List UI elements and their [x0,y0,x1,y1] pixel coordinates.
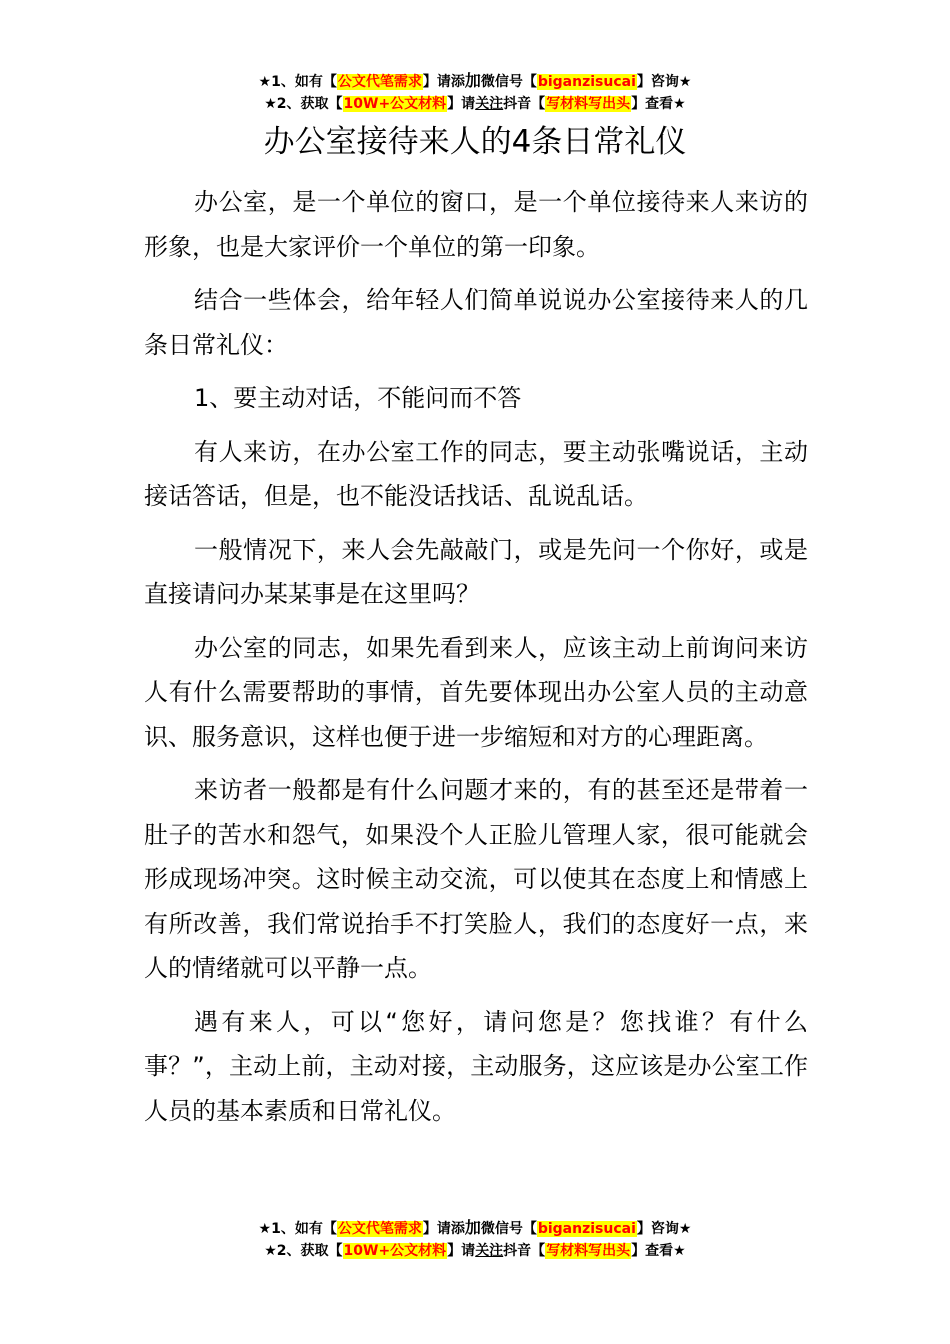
paragraph: 一般情况下，来人会先敲敲门，或是先问一个你好，或是直接请问办某某事是在这里吗？ [144,535,808,608]
promo-emphasis: 关注 [475,96,504,112]
promo-emphasis: 加 [464,1218,481,1237]
promo-highlight-wechat: biganzisucai [537,1221,636,1237]
promo-highlight-wechat: biganzisucai [537,74,636,90]
promo-text: 】查看★ [631,96,686,112]
promo-header [0,70,950,115]
promo-highlight-materials: 10W+公文材料 [343,96,447,112]
promo-text: 】请 [447,96,476,112]
promo-line-1 [0,1217,950,1240]
promo-text: ★1、如有【 [258,1221,337,1237]
promo-emphasis: 关注 [475,1243,504,1259]
promo-highlight-douyin: 写材料写出头 [546,1243,631,1259]
promo-text: ★2、获取【 [264,1243,343,1259]
promo-highlight-douyin: 写材料写出头 [546,96,631,112]
promo-text: 】咨询★ [636,1221,692,1237]
promo-line-2 [0,1240,950,1262]
paragraph: 结合一些体会，给年轻人们简单说说办公室接待来人的几条日常礼仪： [144,286,808,359]
document-title: 办公室接待来人的4条日常礼仪 [263,124,687,160]
paragraph: 遇有来人，可以“您好，请问您是？您找谁？有什么事？”，主动上前，主动对接，主动服务，这应该是办公室工作人员的基本素质和日常礼仪。 [144,1007,808,1125]
paragraph: 有人来访，在办公室工作的同志，要主动张嘴说话，主动接话答话，但是，也不能没话找话、乱说乱话。 [144,437,808,510]
promo-text: 微信号【 [480,1221,537,1237]
promo-highlight-service: 公文代笔需求 [337,1221,422,1237]
promo-text: 抖音【 [503,96,546,112]
promo-highlight-materials: 10W+公文材料 [343,1243,447,1259]
document-body [144,180,808,1142]
paragraph: 来访者一般都是有什么问题才来的，有的甚至还是带着一肚子的苦水和怨气，如果没个人正脸儿管理人家，很可能就会形成现场冲突。这时候主动交流，可以使其在态度上和情感上有所改善，我们常说抬手不打笑脸人，我们的态度好一点，来人的情绪就可以平静一点。 [144,776,808,982]
promo-text: 抖音【 [503,1243,546,1259]
promo-text: 】请 [447,1243,476,1259]
promo-line-1 [0,70,950,93]
paragraph: 办公室的同志，如果先看到来人，应该主动上前询问来访人有什么需要帮助的事情，首先要体现出办公室人员的主动意识、服务意识，这样也便于进一步缩短和对方的心理距离。 [144,633,808,751]
promo-line-2 [0,93,950,115]
promo-text: 】请添 [422,74,465,90]
paragraph: 办公室，是一个单位的窗口，是一个单位接待来人来访的形象，也是大家评价一个单位的第一印象。 [144,188,808,261]
promo-text: ★1、如有【 [258,74,337,90]
promo-text: 】请添 [422,1221,465,1237]
promo-highlight-service: 公文代笔需求 [337,74,422,90]
promo-text: 】查看★ [631,1243,686,1259]
promo-emphasis: 加 [464,71,481,90]
section-heading: 1、要主动对话，不能问而不答 [194,384,522,412]
promo-text: 微信号【 [480,74,537,90]
promo-text: ★2、获取【 [264,96,343,112]
promo-text: 】咨询★ [636,74,692,90]
promo-footer [0,1217,950,1262]
